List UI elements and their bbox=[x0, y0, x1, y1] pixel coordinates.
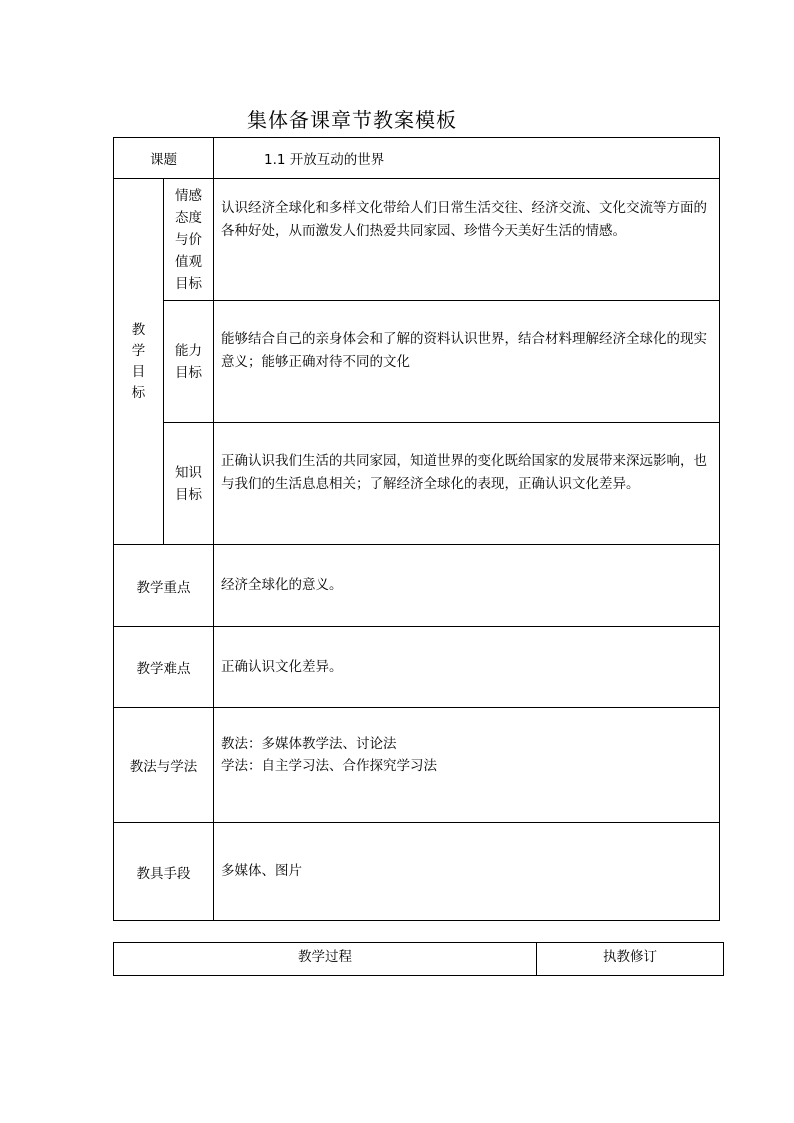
table-row-tools bbox=[114, 823, 720, 921]
table-row-objective-knowledge bbox=[114, 423, 720, 545]
topic-value: 1.1 开放互动的世界 bbox=[214, 138, 720, 179]
label-line: 目标 bbox=[175, 275, 202, 292]
label-line: 与价 bbox=[175, 231, 202, 248]
method-line: 教法：多媒体教学法、讨论法 bbox=[221, 736, 397, 752]
table-row-methods bbox=[114, 708, 720, 823]
table-row-key-points bbox=[114, 545, 720, 627]
process-column-header: 教学过程 bbox=[114, 943, 537, 976]
key-points-content: 经济全球化的意义。 bbox=[214, 545, 720, 627]
objective-knowledge-content: 正确认识我们生活的共同家园，知道世界的变化既给国家的发展带来深远影响，也与我们的生活息息相关；了解经济全球化的表现，正确认识文化差异。 bbox=[214, 423, 720, 545]
difficulties-content: 正确认识文化差异。 bbox=[214, 627, 720, 708]
tools-content: 多媒体、图片 bbox=[214, 823, 720, 921]
objectives-label bbox=[114, 179, 164, 545]
table-row-process-header bbox=[114, 943, 724, 976]
label-line: 值观 bbox=[175, 253, 202, 270]
key-points-label: 教学重点 bbox=[114, 545, 214, 627]
method-line: 学法：自主学习法、合作探究学习法 bbox=[221, 758, 437, 774]
lesson-plan-table bbox=[113, 137, 720, 921]
objectives-label-char: 标 bbox=[131, 384, 146, 401]
table-row-objective-ability bbox=[114, 301, 720, 423]
objectives-label-char: 教 bbox=[131, 321, 146, 338]
objective-emotion-label bbox=[164, 179, 214, 301]
table-row-objective-emotion bbox=[114, 179, 720, 301]
objective-emotion-content: 认识经济全球化和多样文化带给人们日常生活交往、经济交流、文化交流等方面的各种好处，从而激发人们热爱共同家园、珍惜今天美好生活的情感。 bbox=[214, 179, 720, 301]
label-line: 知识 bbox=[175, 464, 202, 481]
page-title: 集体备课章节教案模板 bbox=[247, 108, 457, 132]
label-line: 目标 bbox=[175, 486, 202, 503]
table-row-topic bbox=[114, 138, 720, 179]
label-line: 态度 bbox=[175, 209, 202, 226]
objective-ability-label bbox=[164, 301, 214, 423]
objectives-label-char: 目 bbox=[131, 363, 146, 380]
tools-label: 教具手段 bbox=[114, 823, 214, 921]
methods-content bbox=[214, 708, 720, 823]
methods-label: 教法与学法 bbox=[114, 708, 214, 823]
process-header-table bbox=[113, 942, 724, 976]
label-line: 能力 bbox=[175, 342, 202, 359]
difficulties-label: 教学难点 bbox=[114, 627, 214, 708]
objective-ability-content: 能够结合自己的亲身体会和了解的资料认识世界，结合材料理解经济全球化的现实意义；能够正确对待不同的文化 bbox=[214, 301, 720, 423]
label-line: 情感 bbox=[175, 187, 202, 204]
objectives-label-char: 学 bbox=[131, 342, 146, 359]
table-row-difficulties bbox=[114, 627, 720, 708]
revision-column-header: 执教修订 bbox=[537, 943, 724, 976]
objective-knowledge-label bbox=[164, 423, 214, 545]
label-line: 目标 bbox=[175, 364, 202, 381]
topic-label: 课题 bbox=[114, 138, 214, 179]
